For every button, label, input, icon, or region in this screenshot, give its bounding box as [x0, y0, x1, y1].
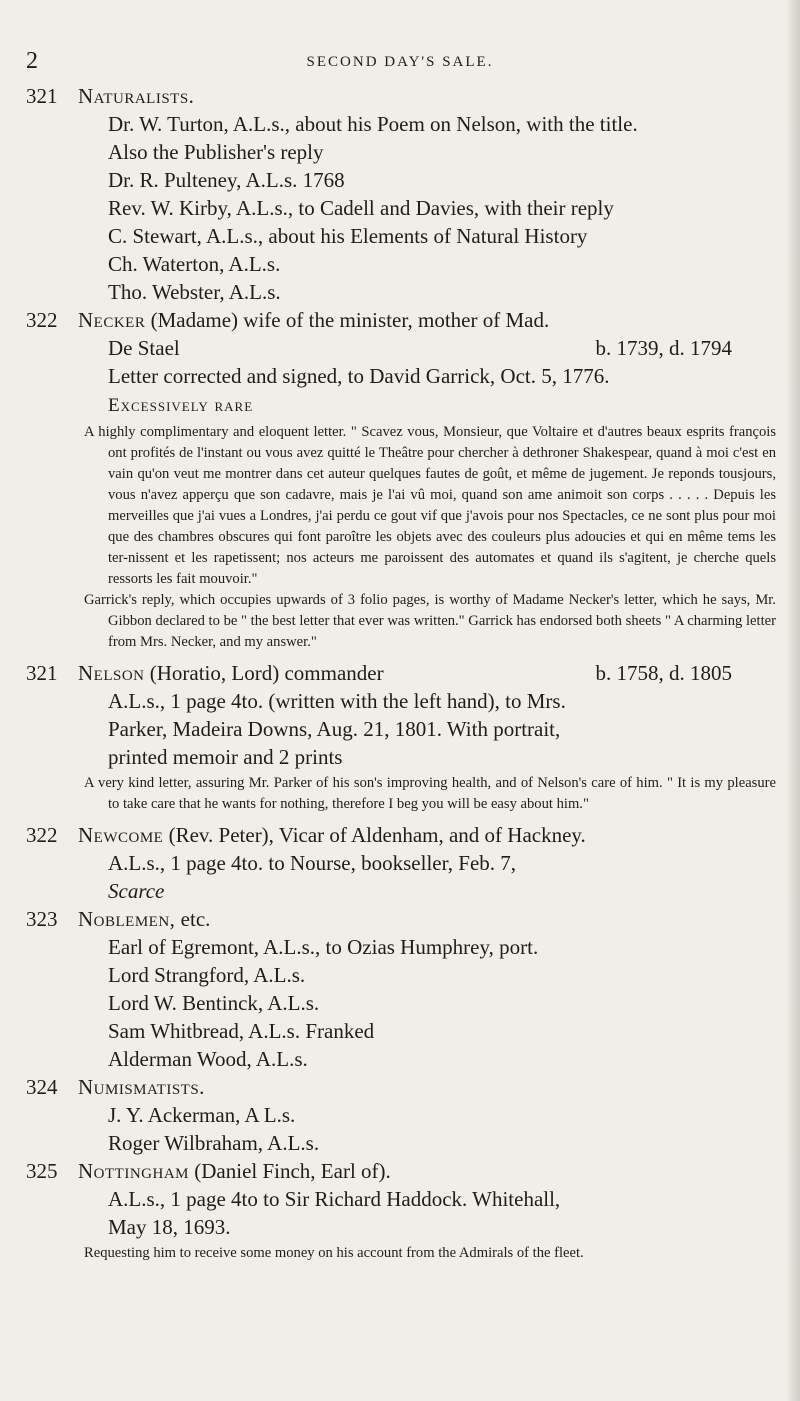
lot-entry: Letter corrected and signed, to David Garrick, Oct. 5, 1776.	[108, 364, 610, 388]
lot-heading: Nottingham	[78, 1159, 189, 1183]
lot-numismatists	[26, 1073, 786, 1157]
lot-entry: Lord W. Bentinck, A.L.s.	[108, 991, 320, 1015]
lot-naturalists	[26, 82, 786, 306]
lot-entry: A.L.s., 1 page 4to. to Nourse, bookseller, Feb. 7,	[108, 851, 517, 875]
lot-number: 324	[26, 1075, 58, 1099]
lot-number: 323	[26, 907, 58, 931]
lot-entry: Scarce	[108, 879, 165, 903]
page-edge-shadow	[786, 0, 800, 1401]
lot-description	[26, 1243, 786, 1264]
lot-entry: Rev. W. Kirby, A.L.s., to Cadell and Davies, with their reply	[108, 196, 614, 220]
lot-entry: Roger Wilbraham, A.L.s.	[108, 1131, 320, 1155]
lot-entry: Dr. R. Pulteney, A.L.s. 1768	[108, 168, 345, 192]
lot-heading: Numismatists.	[78, 1075, 205, 1099]
lot-number: 325	[26, 1159, 58, 1183]
lot-entry: May 18, 1693.	[108, 1215, 231, 1239]
lot-entry: Earl of Egremont, A.L.s., to Ozias Humphrey, port.	[108, 935, 539, 959]
lot-entry: Also the Publisher's reply	[108, 140, 324, 164]
lot-entry: A.L.s., 1 page 4to. (written with the left hand), to Mrs.	[108, 689, 566, 713]
lot-dates: b. 1758, d. 1805	[595, 661, 732, 685]
lot-description	[26, 422, 786, 653]
lot-heading: Naturalists.	[78, 84, 195, 108]
lot-necker	[26, 306, 786, 653]
lot-entry: De Stael	[108, 336, 180, 360]
lot-entry: A.L.s., 1 page 4to to Sir Richard Haddock. Whitehall,	[108, 1187, 561, 1211]
lot-nelson	[26, 659, 786, 815]
lot-number: 322	[26, 823, 58, 847]
lot-heading-rest: (Horatio, Lord) commander	[149, 661, 384, 685]
lot-entry: printed memoir and 2 prints	[108, 745, 343, 769]
description-paragraph: Garrick's reply, which occupies upwards of 3 folio pages, is worthy of Madame Necker's letter, which he says, Mr. Gibbon declared to be " the best letter that ever was written." Garrick has endorsed both sheets " A charming letter from Mrs. Necker, and my answer."	[84, 592, 776, 650]
lot-heading-rest: (Madame) wife of the minister, mother of Mad.	[150, 308, 550, 332]
lot-nottingham	[26, 1157, 786, 1264]
lot-heading-rest: (Rev. Peter), Vicar of Aldenham, and of Hackney.	[168, 823, 586, 847]
lot-description	[26, 773, 786, 815]
lot-entry: Tho. Webster, A.L.s.	[108, 280, 281, 304]
lot-noblemen	[26, 905, 786, 1073]
lot-entry: Dr. W. Turton, A.L.s., about his Poem on Nelson, with the title.	[108, 112, 638, 136]
lot-entry: Parker, Madeira Downs, Aug. 21, 1801. With portrait,	[108, 717, 561, 741]
lot-dates: b. 1739, d. 1794	[595, 336, 732, 360]
lot-number: 321	[26, 661, 58, 685]
lot-entry: C. Stewart, A.L.s., about his Elements of Natural History	[108, 224, 588, 248]
catalogue-content	[26, 82, 786, 1266]
lot-heading: Nelson	[78, 661, 145, 685]
page-number: 2	[26, 48, 38, 74]
lot-entry: Sam Whitbread, A.L.s. Franked	[108, 1019, 375, 1043]
lot-entry: Alderman Wood, A.L.s.	[108, 1047, 308, 1071]
description-paragraph: Requesting him to receive some money on his account from the Admirals of the fleet.	[84, 1245, 584, 1261]
running-title: SECOND DAY'S SALE.	[306, 54, 494, 70]
lot-entry: Lord Strangford, A.L.s.	[108, 963, 306, 987]
lot-entry: J. Y. Ackerman, A L.s.	[108, 1103, 296, 1127]
lot-heading-rest: (Daniel Finch, Earl of).	[194, 1159, 391, 1183]
lot-heading: Noblemen,	[78, 907, 176, 931]
lot-newcome	[26, 821, 786, 905]
lot-heading: Necker	[78, 308, 146, 332]
page-header	[0, 48, 800, 78]
lot-entry: Ch. Waterton, A.L.s.	[108, 252, 281, 276]
lot-number: 321	[26, 84, 58, 108]
rarity-note: Excessively rare	[108, 395, 254, 416]
lot-heading: Newcome	[78, 823, 164, 847]
lot-number: 322	[26, 308, 58, 332]
lot-heading-rest: etc.	[180, 907, 211, 931]
description-paragraph: A very kind letter, assuring Mr. Parker of his son's improving health, and of Nelson's care of him. " It is my pleasure to take care that he wants for nothing, therefore I beg you will be easy about him."	[84, 775, 776, 812]
description-paragraph: A highly complimentary and eloquent letter. " Scavez vous, Monsieur, que Voltaire et d'autres beaux esprits françois ont profités de l'instant ou vous avez quitté le Theâtre pour chercher à dethroner Shakespear, quand à moi c'est en vain qu'on veut me montrer dans cet auteur quelques fautes de goût, et même de jugement. Je reponds tousjours, vous n'avez apperçu que son cadavre, mais je l'ai vû moi, quand son ame animoit son corps . . . . . Depuis les merveilles que j'ai vues a Londres, j'ai perdu ce gout vif que j'avois pour nos Spectacles, ce ne sont plus pour moi que des chambres obscures qui font paroître les objets avec des couleurs plus adoucies et qui en même tems les ter-nissent et les rapetissent; nos acteurs me paroissent des automates et quand ils s'agitent, je cherche quels ressorts les fait mouvoir."	[84, 424, 776, 587]
